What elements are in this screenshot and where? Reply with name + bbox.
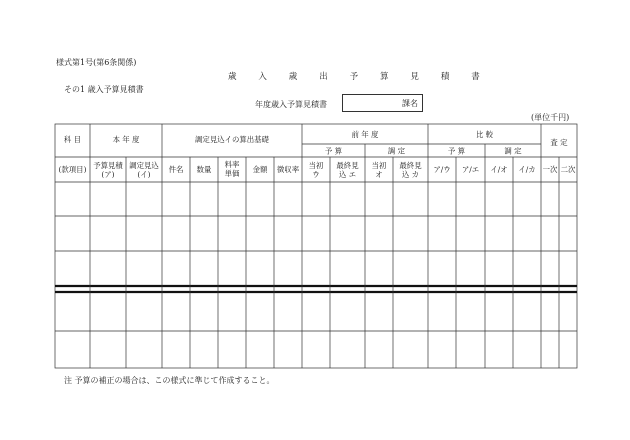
form-number: 様式第1号(第6条関係) (56, 58, 137, 67)
header-previous-year: 前 年 度 (351, 130, 379, 139)
header-prev-budget: 予 算 (324, 146, 343, 156)
col-prev-assessed-final-sub: 込 カ (401, 170, 420, 179)
section-label: その1 歳入予算見積書 (64, 85, 144, 94)
col-assessment-forecast-sub: (イ) (137, 170, 151, 179)
col-unit-price: 単価 (224, 169, 240, 178)
col-assessment-forecast: 調定見込 (129, 161, 159, 170)
col-prev-budget-final-sub: 込 エ (338, 170, 357, 179)
col-ratio-a-u: ア/ウ (433, 165, 451, 174)
col-rate: 料率 (224, 160, 240, 169)
col-first-review: 一次 (542, 165, 558, 174)
col-prev-budget-initial: 当初 (308, 161, 324, 170)
col-collection-rate: 徴収率 (276, 165, 300, 174)
document-title: 歳 入 歳 出 予 算 見 積 書 (228, 72, 490, 82)
col-budget-estimate: 予算見積 (93, 161, 123, 170)
fiscal-year-label: 年度歳入予算見積書 (255, 100, 327, 109)
col-item-name: 件名 (168, 165, 184, 174)
col-amount: 金額 (252, 165, 268, 174)
col-prev-assessed-final: 最終見 (399, 161, 422, 170)
header-comparison: 比 較 (475, 130, 494, 139)
header-current-year: 本 年 度 (112, 135, 140, 144)
col-prev-assessed-initial-sub: オ (375, 170, 383, 179)
col-prev-assessed-initial: 当初 (371, 161, 387, 170)
department-label: 課名 (402, 99, 418, 108)
header-cmp-budget: 予 算 (447, 146, 466, 156)
col-ratio-i-o: イ/オ (490, 165, 508, 174)
col-second-review: 二次 (560, 165, 576, 174)
unit-label: (単位千円) (531, 113, 570, 122)
col-prev-budget-initial-sub: ウ (312, 170, 320, 179)
header-kamoku: 科 目 (63, 135, 82, 144)
col-kanmoku: (款項目) (58, 165, 87, 174)
col-quantity: 数量 (196, 165, 212, 174)
footnote: 注 予算の補正の場合は、この様式に準じて作成すること。 (64, 376, 275, 385)
col-ratio-i-ka: イ/カ (518, 165, 536, 174)
header-prev-assessed: 調 定 (387, 146, 406, 156)
header-assessment: 査 定 (550, 138, 568, 147)
col-prev-budget-final: 最終見 (336, 161, 359, 170)
col-budget-estimate-sub: (ア) (101, 170, 115, 179)
col-ratio-a-e: ア/エ (461, 165, 480, 174)
header-calc-basis: 調定見込イの算出基礎 (195, 135, 269, 144)
header-cmp-assessed: 調 定 (504, 146, 522, 156)
